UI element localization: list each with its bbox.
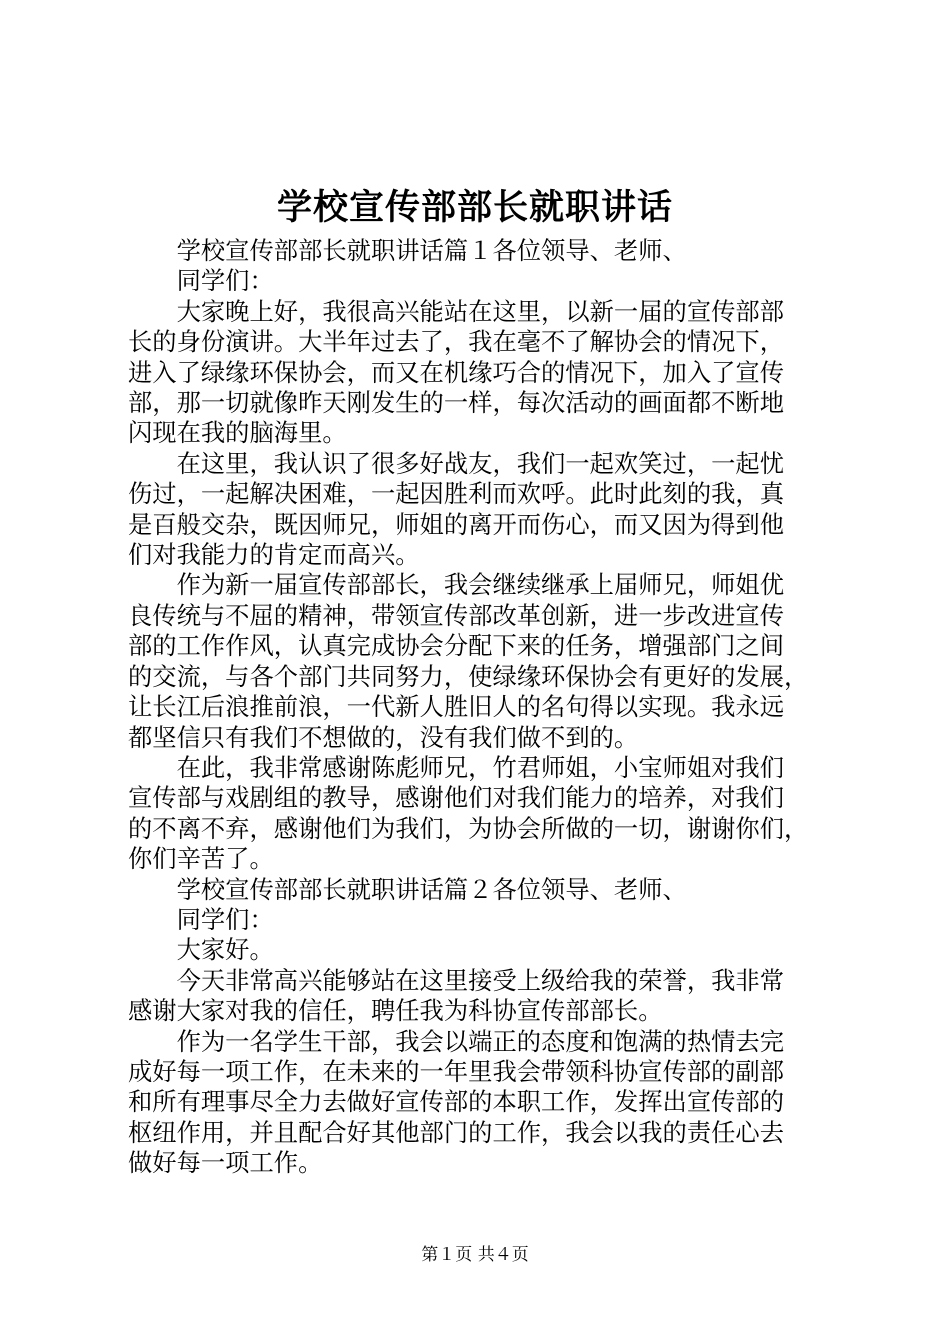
paragraph-line: 学校宣传部部长就职讲话篇１各位领导、老师、 — [176, 236, 687, 265]
body-paragraph — [128, 449, 838, 571]
paragraph-line: 的不离不弃，感谢他们为我们，为协会所做的一切，谢谢你们， — [128, 813, 809, 843]
paragraph-line: 枢纽作用，并且配合好其他部门的工作，我会以我的责任心去 — [128, 1117, 785, 1147]
paragraph-line: 大家晚上好，我很高兴能站在这里，以新一届的宣传部部 — [176, 296, 785, 326]
paragraph-line: 今天非常高兴能够站在这里接受上级给我的荣誉，我非常 — [176, 965, 785, 995]
paragraph-line: 在此，我非常感谢陈彪师兄，竹君师姐，小宝师姐对我们 — [176, 752, 785, 782]
paragraph-line: 你们辛苦了。 — [128, 844, 274, 874]
paragraph-line: 学校宣传部部长就职讲话篇２各位领导、老师、 — [176, 874, 687, 904]
body-paragraph — [128, 935, 838, 965]
body-paragraph — [128, 266, 838, 296]
body-paragraph — [128, 297, 838, 449]
paragraph-line: 和所有理事尽全力去做好宣传部的本职工作，发挥出宣传部的 — [128, 1087, 785, 1117]
paragraph-line: 闪现在我的脑海里。 — [128, 418, 347, 448]
document-body — [128, 236, 838, 1179]
document-title: 学校宣传部部长就职讲话 — [276, 187, 673, 228]
paragraph-line: 作为新一届宣传部部长，我会继续继承上届师兄，师姐优 — [176, 570, 785, 600]
body-paragraph — [128, 570, 838, 752]
body-paragraph — [128, 236, 838, 266]
body-paragraph — [128, 753, 838, 875]
paragraph-line: 成好每一项工作，在未来的一年里我会带领科协宣传部的副部 — [128, 1056, 785, 1086]
paragraph-line: 作为一名学生干部，我会以端正的态度和饱满的热情去完 — [176, 1026, 785, 1056]
paragraph-line: 做好每一项工作。 — [128, 1148, 323, 1178]
paragraph-line: 在这里，我认识了很多好战友，我们一起欢笑过，一起忧 — [176, 448, 785, 478]
paragraph-line: 部，那一切就像昨天刚发生的一样，每次活动的画面都不断地 — [128, 388, 785, 418]
paragraph-line: 伤过，一起解决困难，一起因胜利而欢呼。此时此刻的我，真 — [128, 479, 785, 509]
paragraph-line: 宣传部与戏剧组的教导，感谢他们对我们能力的培养，对我们 — [128, 783, 785, 813]
paragraph-line: 部的工作作风，认真完成协会分配下来的任务，增强部门之间 — [128, 631, 785, 661]
paragraph-line: 进入了绿缘环保协会，而又在机缘巧合的情况下，加入了宣传 — [128, 357, 785, 387]
body-paragraph — [128, 905, 838, 935]
paragraph-line: 大家好。 — [176, 935, 274, 965]
paragraph-line: 同学们： — [176, 904, 274, 934]
paragraph-line: 让长江后浪推前浪，一代新人胜旧人的名句得以实现。我永远 — [128, 692, 785, 722]
paragraph-line: 的交流，与各个部门共同努力，使绿缘环保协会有更好的发展， — [128, 661, 809, 691]
body-paragraph — [128, 875, 838, 905]
body-paragraph — [128, 1027, 838, 1179]
body-paragraph — [128, 966, 838, 1027]
paragraph-line: 同学们： — [176, 266, 274, 296]
paragraph-line: 是百般交杂，既因师兄，师姐的离开而伤心，而又因为得到他 — [128, 509, 785, 539]
paragraph-line: 都坚信只有我们不想做的，没有我们做不到的。 — [128, 722, 639, 752]
paragraph-line: 感谢大家对我的信任，聘任我为科协宣传部部长。 — [128, 996, 663, 1026]
paragraph-line: 长的身份演讲。大半年过去了，我在毫不了解协会的情况下， — [128, 327, 785, 357]
page-footer: 第１页 共４页 — [421, 1245, 529, 1265]
paragraph-line: 良传统与不屈的精神，带领宣传部改革创新，进一步改进宣传 — [128, 600, 785, 630]
paragraph-line: 们对我能力的肯定而高兴。 — [128, 540, 420, 570]
